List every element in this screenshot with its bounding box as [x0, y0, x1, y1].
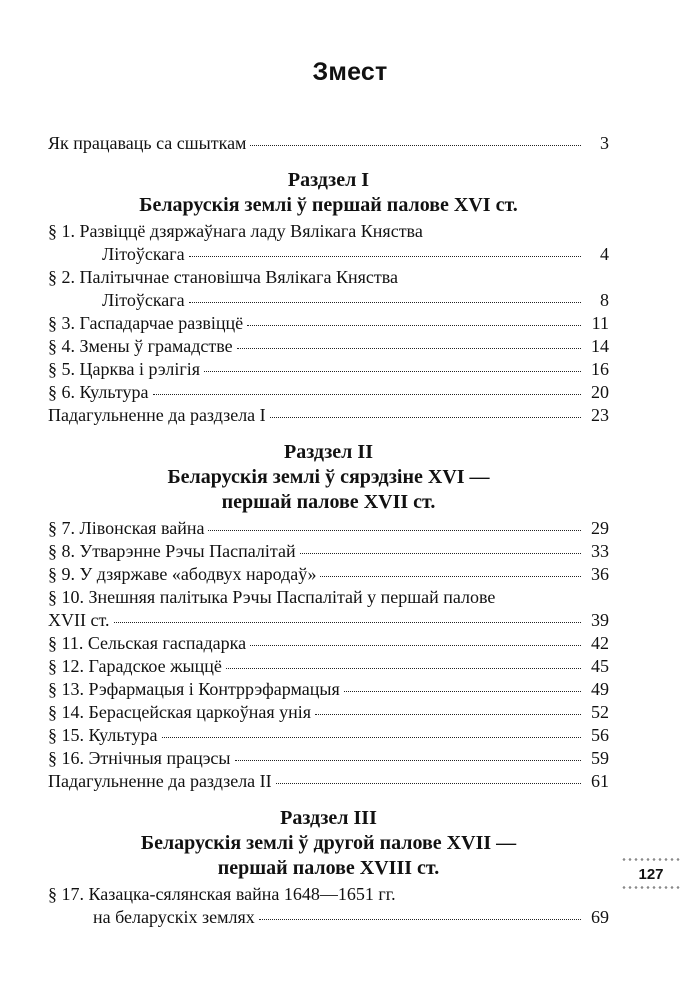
toc-entry[interactable]: [48, 517, 609, 540]
toc-entry-intro[interactable]: [48, 132, 609, 155]
toc-entry[interactable]: [48, 358, 609, 381]
section-entries: [48, 883, 609, 929]
toc-entry[interactable]: [48, 586, 609, 632]
toc-entry[interactable]: [48, 747, 609, 770]
toc-entry-text: § 3. Гаспадарчае развіццё: [48, 313, 244, 333]
leader-dots: [315, 713, 581, 715]
leader-dots: [114, 621, 582, 623]
toc-entry-text: § 16. Этнічныя працэсы: [48, 748, 231, 768]
toc-entry[interactable]: [48, 678, 609, 701]
leader-dots: [300, 552, 581, 554]
toc-entry-text: § 14. Берасцейская царкоўная унія: [48, 702, 312, 722]
toc-entry-text: § 5. Царква і рэлігія: [48, 359, 200, 379]
leader-dots: [235, 759, 581, 761]
leader-dots: [259, 918, 581, 920]
toc-page-number: 36: [591, 564, 609, 584]
toc-page-number: 39: [591, 610, 609, 630]
toc-entry-text: XVII ст.: [48, 610, 110, 630]
toc-entry-text: на беларускіх землях: [93, 907, 255, 927]
leader-dots: [247, 324, 581, 326]
section-label: Раздзел III: [280, 807, 377, 829]
toc-page-number: 11: [591, 313, 609, 333]
toc-entry[interactable]: [48, 335, 609, 358]
table-of-contents: [48, 132, 609, 929]
leader-dots: [204, 370, 581, 372]
toc-entry[interactable]: [48, 724, 609, 747]
leader-dots: [250, 644, 581, 646]
toc-entry-text: § 9. У дзяржаве «абодвух народаў»: [48, 564, 317, 584]
page-number-rule-bottom: [621, 886, 681, 889]
toc-entry-text: § 10. Знешняя палітыка Рэчы Паспалітай у першай палове: [48, 587, 496, 607]
toc-page-number: 29: [591, 518, 609, 538]
toc-page-number: 20: [591, 382, 609, 402]
section-subtitle: Беларускія землі ў першай палове XVI ст.: [139, 194, 518, 216]
toc-entry[interactable]: [48, 883, 609, 929]
toc-page-number: 14: [591, 336, 609, 356]
toc-entry[interactable]: [48, 770, 609, 793]
toc-entry-text: § 13. Рэфармацыя і Контррэфармацыя: [48, 679, 340, 699]
toc-entry-text: § 6. Культура: [48, 382, 149, 402]
toc-entry-text: § 7. Лівонская вайна: [48, 518, 205, 538]
toc-page-number: 33: [591, 541, 609, 561]
toc-page-number: 23: [591, 405, 609, 425]
leader-dots: [208, 529, 581, 531]
toc-entry[interactable]: [48, 563, 609, 586]
toc-entry-text: § 1. Развіццё дзяржаўнага ладу Вялікага Княства: [48, 221, 423, 241]
toc-entry-text: § 15. Культура: [48, 725, 158, 745]
toc-page-number: 56: [591, 725, 609, 745]
toc-page-number: 59: [591, 748, 609, 768]
section-entries: [48, 220, 609, 427]
toc-page-number: 45: [591, 656, 609, 676]
section-entries: [48, 517, 609, 793]
section-subtitle: першай палове XVII ст.: [221, 491, 436, 513]
toc-entry[interactable]: [48, 404, 609, 427]
toc-entry-text: Падагульненне да раздзела I: [48, 405, 266, 425]
toc-page-number: 8: [600, 290, 609, 310]
leader-dots: [237, 347, 581, 349]
leader-dots: [250, 144, 581, 146]
toc-entry-text: Літоўскага: [102, 290, 185, 310]
toc-entry[interactable]: [48, 655, 609, 678]
leader-dots: [153, 393, 582, 395]
section-label: Раздзел II: [284, 441, 373, 463]
toc-entry[interactable]: [48, 701, 609, 724]
toc-entry-text: Як працаваць са сшыткам: [48, 133, 247, 153]
leader-dots: [226, 667, 581, 669]
section-label: Раздзел I: [287, 169, 370, 191]
toc-page-number: 3: [600, 133, 609, 153]
toc-page-number: 16: [591, 359, 609, 379]
toc-entry-text: § 2. Палітычнае становішча Вялікага Княства: [48, 267, 398, 287]
toc-entry-text: § 8. Утварэнне Рэчы Паспалітай: [48, 541, 296, 561]
toc-entry-text: Літоўскага: [102, 244, 185, 264]
leader-dots: [189, 301, 581, 303]
page-title: Змест: [312, 58, 388, 86]
page-number: 127: [638, 866, 664, 883]
toc-page-number: 42: [591, 633, 609, 653]
toc-page-number: 52: [591, 702, 609, 722]
toc-entry[interactable]: [48, 540, 609, 563]
toc-entry[interactable]: [48, 381, 609, 404]
toc-entry[interactable]: [48, 266, 609, 312]
toc-entry-text: Падагульненне да раздзела II: [48, 771, 272, 791]
toc-page-number: 4: [600, 244, 609, 264]
toc-page-number: 61: [591, 771, 609, 791]
page-number-rule-top: [621, 858, 681, 861]
toc-entry[interactable]: [48, 312, 609, 335]
toc-entry-text: § 4. Змены ў грамадстве: [48, 336, 233, 356]
toc-page-number: 69: [591, 907, 609, 927]
section-subtitle: Беларускія землі ў другой палове XVII —: [140, 832, 517, 854]
toc-entry-text: § 17. Казацка-сялянская вайна 1648—1651 гг.: [48, 884, 396, 904]
leader-dots: [162, 736, 582, 738]
toc-entry-text: § 11. Сельская гаспадарка: [48, 633, 247, 653]
leader-dots: [270, 416, 581, 418]
toc-entry[interactable]: [48, 220, 609, 266]
leader-dots: [189, 255, 581, 257]
toc-page-number: 49: [591, 679, 609, 699]
leader-dots: [344, 690, 581, 692]
toc-entry[interactable]: [48, 632, 609, 655]
leader-dots: [320, 575, 581, 577]
section-subtitle: Беларускія землі ў сярэдзіне XVI —: [167, 466, 490, 488]
toc-entry-text: § 12. Гарадское жыццё: [48, 656, 222, 676]
leader-dots: [276, 782, 581, 784]
section-subtitle: першай палове XVIII ст.: [217, 857, 440, 879]
toc-sections: [48, 168, 609, 929]
